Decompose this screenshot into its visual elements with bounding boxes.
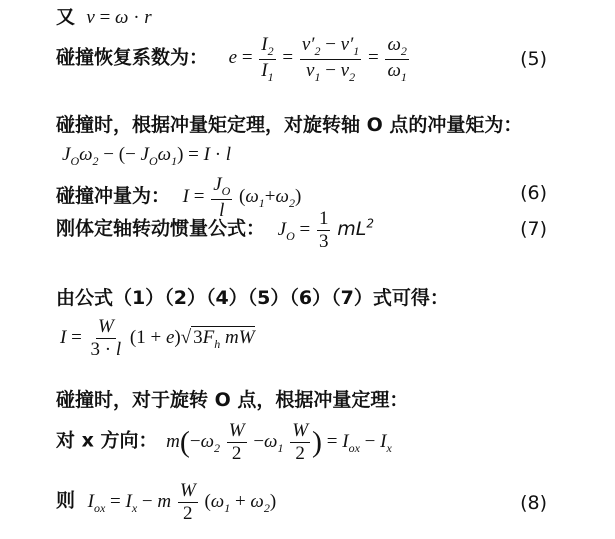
collision-impulse-label: 碰撞冲量为： xyxy=(56,185,171,208)
line-impulse-theorem-text: 碰撞时，对于旋转 O 点，根据冲量定理： xyxy=(56,389,409,411)
equation-number-8: (8) xyxy=(520,492,547,514)
equation-number-7: (7) xyxy=(520,218,547,240)
line-moment-of-inertia xyxy=(56,208,374,253)
inertia-label: 刚体定轴转动惯量公式： xyxy=(56,217,266,240)
formula-x-direction: $m(-\omega_2$ $\frac{W}{2}$ $-\omega_1$ $\frac{W}{2}$ ) = $I_{ox} - I_x$ xyxy=(166,420,392,464)
formula-v-omega-r: ν = ω · r xyxy=(81,7,152,28)
prefix-you: 又 xyxy=(56,6,76,28)
x-direction-label: 对 x 方向： xyxy=(56,429,158,452)
formula-collision-impulse: I = $\frac{J_O}{l}$ $(\omega_1+\omega_2)$ xyxy=(182,174,302,221)
line-impulse-moment-text: 碰撞时，根据冲量矩定理，对旋转轴 O 点的冲量矩为： xyxy=(56,114,523,136)
line-restitution xyxy=(56,34,411,84)
formula-restitution: e = $\frac{I_2}{I_1}$ = $\frac{\nu'_2 - \nu'_1}{\nu_1 - \nu_2}$ = $\frac{\omega_2}{\omega_1}$ xyxy=(228,34,407,84)
line-result-formula xyxy=(60,316,255,361)
formula-impulse-moment: $J_O\omega_2$ − (− $J_O\omega_1) = I \cdot l$ xyxy=(62,144,232,168)
formula-result-impulse: I = $\frac{W}{3 \cdot l}$ (1 + e)√ $3F_h$ mW xyxy=(60,316,255,360)
formula-final-result: $I_{ox} = I_x - m$ $\frac{W}{2}$ $(\omega_1 + \omega_2)$ xyxy=(87,480,277,524)
line-velocity xyxy=(56,2,152,29)
line-final-result xyxy=(56,480,276,525)
line-combine-text: 由公式（1）（2）（4）（5）（6）（7）式可得： xyxy=(56,287,449,309)
equation-number-6: (6) xyxy=(520,182,547,204)
line-x-direction xyxy=(56,420,392,465)
prefix-ze: 则 xyxy=(56,489,76,512)
equation-number-5: (5) xyxy=(520,48,547,70)
line-impulse-moment-formula xyxy=(62,143,231,169)
restitution-label: 碰撞恢复系数为： xyxy=(56,46,209,69)
formula-inertia: $J_O$ = $\frac{1}{3}$ $mL^2$ xyxy=(277,208,374,252)
